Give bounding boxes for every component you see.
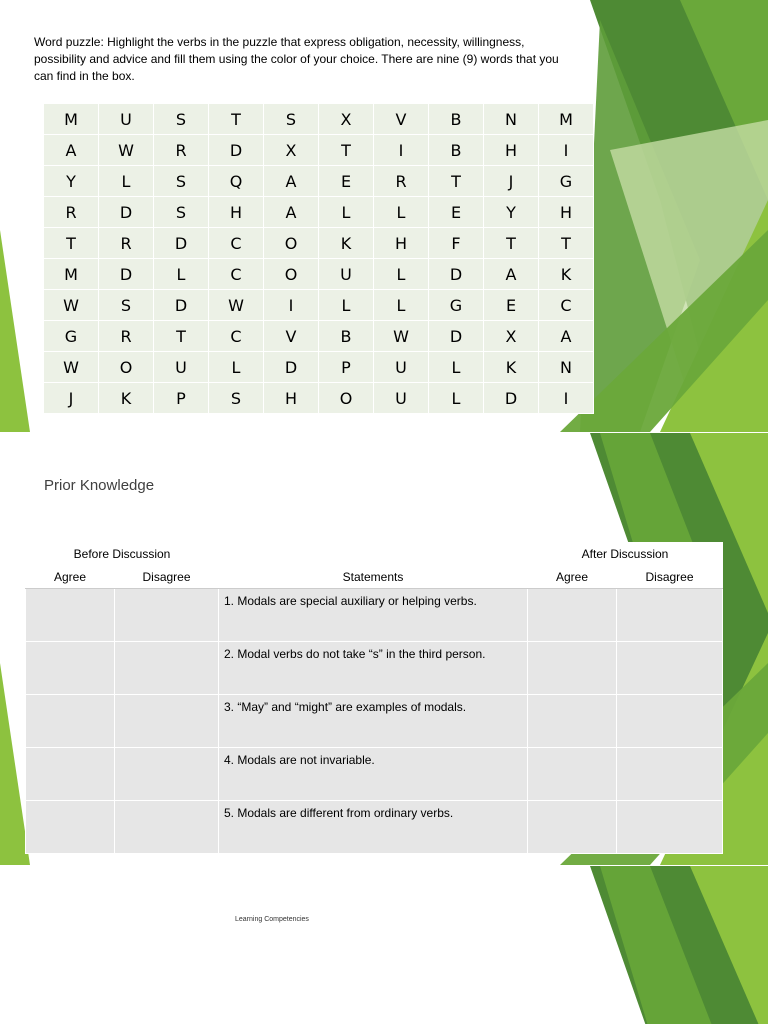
grid-letter-cell[interactable]: R bbox=[99, 321, 154, 352]
after-agree-cell[interactable] bbox=[528, 589, 617, 642]
before-disagree-cell[interactable] bbox=[115, 589, 219, 642]
grid-row bbox=[44, 104, 594, 135]
after-disagree-cell[interactable] bbox=[617, 748, 723, 801]
grid-letter-cell[interactable]: H bbox=[209, 197, 264, 228]
grid-letter-cell[interactable]: W bbox=[44, 290, 99, 321]
grid-letter-cell[interactable]: D bbox=[429, 259, 484, 290]
grid-letter-cell[interactable]: D bbox=[154, 228, 209, 259]
grid-letter-cell[interactable]: O bbox=[99, 352, 154, 383]
grid-letter-cell[interactable]: T bbox=[319, 135, 374, 166]
grid-letter-cell[interactable]: C bbox=[209, 321, 264, 352]
grid-row bbox=[44, 166, 594, 197]
before-disagree-cell[interactable] bbox=[115, 748, 219, 801]
table-row bbox=[26, 695, 723, 748]
grid-letter-cell[interactable]: L bbox=[374, 259, 429, 290]
table-row bbox=[26, 801, 723, 854]
grid-letter-cell[interactable]: H bbox=[484, 135, 539, 166]
grid-letter-cell[interactable]: A bbox=[539, 321, 594, 352]
grid-letter-cell[interactable]: I bbox=[539, 383, 594, 414]
grid-letter-cell[interactable]: W bbox=[99, 135, 154, 166]
grid-letter-cell[interactable]: X bbox=[319, 104, 374, 135]
grid-letter-cell[interactable]: W bbox=[44, 352, 99, 383]
grid-letter-cell[interactable]: A bbox=[484, 259, 539, 290]
after-disagree-cell[interactable] bbox=[617, 589, 723, 642]
puzzle-instructions: Word puzzle: Highlight the verbs in the puzzle that express obligation, necessity, willingness, possibility and advice and fill them using the color of your choice. There are nine (9) words that you can find in the box. bbox=[34, 35, 559, 83]
after-disagree-cell[interactable] bbox=[617, 801, 723, 854]
page-title: Prior Knowledge bbox=[44, 477, 155, 494]
after-agree-cell[interactable] bbox=[528, 642, 617, 695]
blank-header bbox=[219, 543, 528, 565]
before-disagree-cell[interactable] bbox=[115, 695, 219, 748]
statement-text: 3. “May” and “might” are examples of modals. bbox=[219, 695, 528, 748]
grid-row bbox=[44, 135, 594, 166]
grid-letter-cell[interactable]: P bbox=[154, 383, 209, 414]
table-row bbox=[26, 589, 723, 642]
grid-letter-cell[interactable]: I bbox=[264, 290, 319, 321]
after-disagree-cell[interactable] bbox=[617, 695, 723, 748]
grid-letter-cell[interactable]: G bbox=[539, 166, 594, 197]
grid-letter-cell[interactable]: X bbox=[484, 321, 539, 352]
statement-text: 2. Modal verbs do not take “s” in the third person. bbox=[219, 642, 528, 695]
grid-letter-cell[interactable]: U bbox=[374, 352, 429, 383]
grid-row bbox=[44, 290, 594, 321]
grid-letter-cell[interactable]: Q bbox=[209, 166, 264, 197]
grid-row bbox=[44, 383, 594, 414]
after-agree-cell[interactable] bbox=[528, 748, 617, 801]
grid-letter-cell[interactable]: I bbox=[374, 135, 429, 166]
grid-letter-cell[interactable]: A bbox=[264, 197, 319, 228]
grid-letter-cell[interactable]: D bbox=[99, 259, 154, 290]
grid-row bbox=[44, 321, 594, 352]
grid-letter-cell[interactable]: Y bbox=[484, 197, 539, 228]
grid-letter-cell[interactable]: O bbox=[264, 259, 319, 290]
before-agree-cell[interactable] bbox=[26, 589, 115, 642]
grid-letter-cell[interactable]: V bbox=[264, 321, 319, 352]
grid-letter-cell[interactable]: J bbox=[484, 166, 539, 197]
grid-letter-cell[interactable]: S bbox=[154, 197, 209, 228]
slide-word-puzzle bbox=[0, 0, 768, 432]
grid-letter-cell[interactable]: L bbox=[429, 383, 484, 414]
grid-row bbox=[44, 228, 594, 259]
grid-row bbox=[44, 197, 594, 228]
grid-letter-cell[interactable]: X bbox=[264, 135, 319, 166]
grid-letter-cell[interactable]: V bbox=[374, 104, 429, 135]
grid-letter-cell[interactable]: D bbox=[264, 352, 319, 383]
statements-header: Statements bbox=[219, 565, 528, 589]
grid-letter-cell[interactable]: C bbox=[539, 290, 594, 321]
grid-letter-cell[interactable]: D bbox=[99, 197, 154, 228]
grid-letter-cell[interactable]: K bbox=[539, 259, 594, 290]
grid-letter-cell[interactable]: E bbox=[429, 197, 484, 228]
grid-letter-cell[interactable]: O bbox=[264, 228, 319, 259]
grid-letter-cell[interactable]: W bbox=[209, 290, 264, 321]
grid-letter-cell[interactable]: B bbox=[319, 321, 374, 352]
grid-letter-cell[interactable]: U bbox=[319, 259, 374, 290]
page-title: Learning Competencies bbox=[235, 916, 309, 923]
grid-letter-cell[interactable]: E bbox=[319, 166, 374, 197]
slide-learning-competencies bbox=[0, 866, 768, 1024]
grid-letter-cell[interactable]: L bbox=[319, 290, 374, 321]
grid-letter-cell[interactable]: K bbox=[99, 383, 154, 414]
grid-letter-cell[interactable]: H bbox=[264, 383, 319, 414]
grid-letter-cell[interactable]: J bbox=[44, 383, 99, 414]
grid-letter-cell[interactable]: T bbox=[209, 104, 264, 135]
before-discussion-header: Before Discussion bbox=[26, 543, 219, 565]
grid-letter-cell[interactable]: S bbox=[264, 104, 319, 135]
before-agree-cell[interactable] bbox=[26, 642, 115, 695]
grid-letter-cell[interactable]: R bbox=[99, 228, 154, 259]
grid-letter-cell[interactable]: L bbox=[99, 166, 154, 197]
grid-letter-cell[interactable]: M bbox=[44, 259, 99, 290]
grid-letter-cell[interactable]: I bbox=[539, 135, 594, 166]
grid-letter-cell[interactable]: H bbox=[374, 228, 429, 259]
grid-letter-cell[interactable]: K bbox=[319, 228, 374, 259]
grid-letter-cell[interactable]: T bbox=[539, 228, 594, 259]
grid-letter-cell[interactable]: Y bbox=[44, 166, 99, 197]
green-triangle-decoration bbox=[0, 866, 768, 1024]
grid-letter-cell[interactable]: S bbox=[99, 290, 154, 321]
grid-letter-cell[interactable]: D bbox=[429, 321, 484, 352]
grid-letter-cell[interactable]: K bbox=[484, 352, 539, 383]
grid-letter-cell[interactable]: M bbox=[44, 104, 99, 135]
grid-letter-cell[interactable]: D bbox=[209, 135, 264, 166]
grid-letter-cell[interactable]: S bbox=[154, 104, 209, 135]
grid-letter-cell[interactable]: T bbox=[484, 228, 539, 259]
after-disagree-cell[interactable] bbox=[617, 642, 723, 695]
grid-letter-cell[interactable]: B bbox=[429, 104, 484, 135]
grid-letter-cell[interactable]: A bbox=[264, 166, 319, 197]
grid-letter-cell[interactable]: R bbox=[154, 135, 209, 166]
grid-letter-cell[interactable]: G bbox=[44, 321, 99, 352]
grid-letter-cell[interactable]: A bbox=[44, 135, 99, 166]
statement-text: 1. Modals are special auxiliary or helping verbs. bbox=[219, 589, 528, 642]
grid-letter-cell[interactable]: T bbox=[154, 321, 209, 352]
grid-letter-cell[interactable]: T bbox=[429, 166, 484, 197]
table-row bbox=[26, 748, 723, 801]
grid-letter-cell[interactable]: C bbox=[209, 259, 264, 290]
before-disagree-cell[interactable] bbox=[115, 642, 219, 695]
grid-letter-cell[interactable]: L bbox=[374, 197, 429, 228]
grid-letter-cell[interactable]: T bbox=[44, 228, 99, 259]
grid-row bbox=[44, 352, 594, 383]
grid-letter-cell[interactable]: L bbox=[154, 259, 209, 290]
grid-row bbox=[44, 259, 594, 290]
grid-letter-cell[interactable]: U bbox=[99, 104, 154, 135]
grid-letter-cell[interactable]: S bbox=[154, 166, 209, 197]
grid-letter-cell[interactable]: L bbox=[374, 290, 429, 321]
grid-letter-cell[interactable]: G bbox=[429, 290, 484, 321]
grid-letter-cell[interactable]: R bbox=[44, 197, 99, 228]
agree-disagree-table bbox=[25, 542, 723, 854]
grid-letter-cell[interactable]: L bbox=[319, 197, 374, 228]
grid-letter-cell[interactable]: D bbox=[484, 383, 539, 414]
statement-text: 4. Modals are not invariable. bbox=[219, 748, 528, 801]
after-discussion-header: After Discussion bbox=[528, 543, 723, 565]
grid-letter-cell[interactable]: L bbox=[209, 352, 264, 383]
before-agree-cell[interactable] bbox=[26, 695, 115, 748]
grid-letter-cell[interactable]: N bbox=[484, 104, 539, 135]
grid-letter-cell[interactable]: F bbox=[429, 228, 484, 259]
grid-letter-cell[interactable]: H bbox=[539, 197, 594, 228]
before-agree-header: Agree bbox=[26, 565, 115, 589]
grid-letter-cell[interactable]: E bbox=[484, 290, 539, 321]
after-disagree-header: Disagree bbox=[617, 565, 723, 589]
before-agree-cell[interactable] bbox=[26, 748, 115, 801]
before-agree-cell[interactable] bbox=[26, 801, 115, 854]
before-disagree-cell[interactable] bbox=[115, 801, 219, 854]
grid-letter-cell[interactable]: U bbox=[374, 383, 429, 414]
grid-letter-cell[interactable]: D bbox=[154, 290, 209, 321]
grid-letter-cell[interactable]: M bbox=[539, 104, 594, 135]
word-search-grid bbox=[43, 103, 594, 414]
grid-letter-cell[interactable]: P bbox=[319, 352, 374, 383]
grid-letter-cell[interactable]: O bbox=[319, 383, 374, 414]
table-row bbox=[26, 642, 723, 695]
grid-letter-cell[interactable]: C bbox=[209, 228, 264, 259]
before-disagree-header: Disagree bbox=[115, 565, 219, 589]
after-agree-header: Agree bbox=[528, 565, 617, 589]
grid-letter-cell[interactable]: L bbox=[429, 352, 484, 383]
grid-letter-cell[interactable]: R bbox=[374, 166, 429, 197]
after-agree-cell[interactable] bbox=[528, 801, 617, 854]
grid-letter-cell[interactable]: N bbox=[539, 352, 594, 383]
slide-prior-knowledge bbox=[0, 433, 768, 865]
grid-letter-cell[interactable]: U bbox=[154, 352, 209, 383]
grid-letter-cell[interactable]: W bbox=[374, 321, 429, 352]
after-agree-cell[interactable] bbox=[528, 695, 617, 748]
statement-text: 5. Modals are different from ordinary verbs. bbox=[219, 801, 528, 854]
grid-letter-cell[interactable]: B bbox=[429, 135, 484, 166]
grid-letter-cell[interactable]: S bbox=[209, 383, 264, 414]
